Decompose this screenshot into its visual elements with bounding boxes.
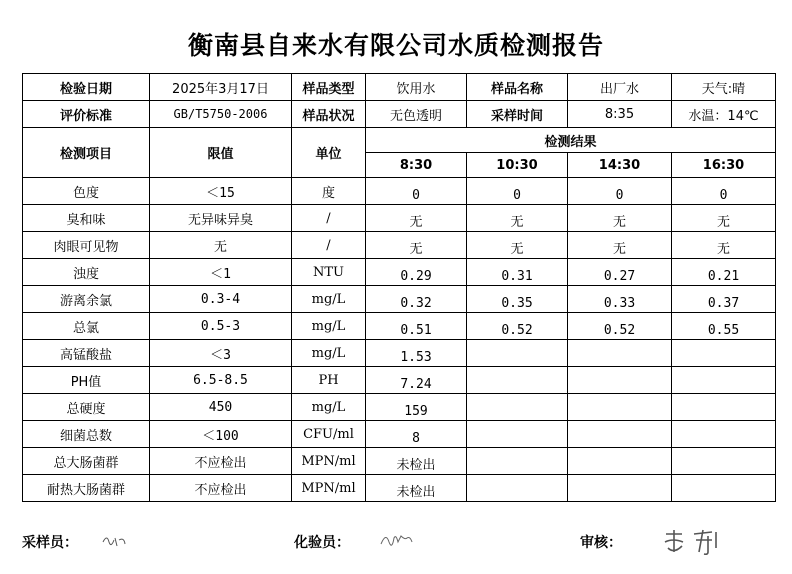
result-value bbox=[568, 421, 672, 448]
result-value: 0.29 bbox=[366, 259, 467, 286]
result-value bbox=[568, 448, 672, 475]
header-limit: 限值 bbox=[150, 128, 292, 178]
item-name: 细菌总数 bbox=[23, 421, 150, 448]
result-value bbox=[672, 475, 776, 502]
report-title: 衡南县自来水有限公司水质检测报告 bbox=[187, 31, 604, 60]
result-value: 0 bbox=[672, 178, 776, 205]
item-name: 游离余氯 bbox=[23, 286, 150, 313]
time-header: 8:30 bbox=[366, 153, 467, 178]
result-value: 0.51 bbox=[366, 313, 467, 340]
result-value bbox=[467, 367, 568, 394]
report-table bbox=[22, 73, 776, 502]
limit-value: ＜15 bbox=[150, 178, 292, 205]
reviewer-signature bbox=[660, 526, 722, 556]
result-value: 无 bbox=[568, 205, 672, 232]
result-value: 未检出 bbox=[366, 475, 467, 502]
info-value: 8:35 bbox=[568, 101, 672, 128]
limit-value: 450 bbox=[150, 394, 292, 421]
unit-value: MPN/ml bbox=[292, 448, 366, 475]
result-value bbox=[467, 394, 568, 421]
measurement-row bbox=[23, 367, 776, 394]
result-value bbox=[467, 448, 568, 475]
unit-value: mg/L bbox=[292, 394, 366, 421]
result-value: 未检出 bbox=[366, 448, 467, 475]
measurement-row bbox=[23, 394, 776, 421]
result-value: 8 bbox=[366, 421, 467, 448]
unit-value: / bbox=[292, 205, 366, 232]
measurement-row bbox=[23, 205, 776, 232]
info-value: 无色透明 bbox=[366, 101, 467, 128]
item-name: 总大肠菌群 bbox=[23, 448, 150, 475]
result-value: 0.37 bbox=[672, 286, 776, 313]
info-extra: 水温：14℃ bbox=[672, 101, 776, 128]
measurement-row bbox=[23, 340, 776, 367]
header-row bbox=[23, 128, 776, 153]
result-value bbox=[467, 421, 568, 448]
result-value: 0.21 bbox=[672, 259, 776, 286]
unit-value: mg/L bbox=[292, 340, 366, 367]
limit-value: 0.5-3 bbox=[150, 313, 292, 340]
info-label: 样品名称 bbox=[467, 74, 568, 101]
result-value bbox=[467, 475, 568, 502]
result-value bbox=[672, 421, 776, 448]
result-value: 0 bbox=[467, 178, 568, 205]
header-item: 检测项目 bbox=[23, 128, 150, 178]
result-value: 无 bbox=[672, 232, 776, 259]
measurement-row bbox=[23, 313, 776, 340]
item-name: 臭和味 bbox=[23, 205, 150, 232]
info-value: GB/T5750-2006 bbox=[150, 101, 292, 128]
item-name: 总硬度 bbox=[23, 394, 150, 421]
result-value: 无 bbox=[366, 232, 467, 259]
info-row bbox=[23, 101, 776, 128]
info-value: 2025年3月17日 bbox=[150, 74, 292, 101]
item-name: PH值 bbox=[23, 367, 150, 394]
info-row bbox=[23, 74, 776, 101]
result-value bbox=[672, 394, 776, 421]
result-value: 0 bbox=[568, 178, 672, 205]
sampler-signature bbox=[100, 530, 130, 550]
result-value: 0.31 bbox=[467, 259, 568, 286]
result-value: 0.32 bbox=[366, 286, 467, 313]
item-name: 浊度 bbox=[23, 259, 150, 286]
result-value: 无 bbox=[568, 232, 672, 259]
measurement-row bbox=[23, 421, 776, 448]
limit-value: ＜100 bbox=[150, 421, 292, 448]
result-value: 无 bbox=[672, 205, 776, 232]
info-extra: 天气:晴 bbox=[672, 74, 776, 101]
unit-value: / bbox=[292, 232, 366, 259]
measurement-row bbox=[23, 475, 776, 502]
result-value: 0.55 bbox=[672, 313, 776, 340]
unit-value: mg/L bbox=[292, 313, 366, 340]
item-name: 耐热大肠菌群 bbox=[23, 475, 150, 502]
result-value bbox=[672, 367, 776, 394]
measurement-row bbox=[23, 232, 776, 259]
report-table-body bbox=[23, 74, 776, 502]
result-value: 0.33 bbox=[568, 286, 672, 313]
time-header: 10:30 bbox=[467, 153, 568, 178]
result-value bbox=[568, 367, 672, 394]
limit-value: ＜3 bbox=[150, 340, 292, 367]
info-label: 样品类型 bbox=[292, 74, 366, 101]
result-value bbox=[568, 394, 672, 421]
result-value: 0.27 bbox=[568, 259, 672, 286]
unit-value: mg/L bbox=[292, 286, 366, 313]
time-header: 16:30 bbox=[672, 153, 776, 178]
result-value: 159 bbox=[366, 394, 467, 421]
result-value: 0.35 bbox=[467, 286, 568, 313]
result-value: 无 bbox=[467, 205, 568, 232]
reviewer-label: 审核： bbox=[580, 535, 622, 551]
info-label: 样品状况 bbox=[292, 101, 366, 128]
result-value: 1.53 bbox=[366, 340, 467, 367]
header-unit: 单位 bbox=[292, 128, 366, 178]
result-value: 0.52 bbox=[568, 313, 672, 340]
limit-value: ＜1 bbox=[150, 259, 292, 286]
info-label: 检验日期 bbox=[23, 74, 150, 101]
info-label: 评价标准 bbox=[23, 101, 150, 128]
header-results: 检测结果 bbox=[366, 128, 776, 153]
result-value bbox=[568, 340, 672, 367]
measurement-row bbox=[23, 178, 776, 205]
limit-value: 无 bbox=[150, 232, 292, 259]
result-value: 无 bbox=[366, 205, 467, 232]
info-value: 饮用水 bbox=[366, 74, 467, 101]
result-value bbox=[568, 475, 672, 502]
measurement-row bbox=[23, 259, 776, 286]
tester-signature bbox=[378, 530, 416, 552]
unit-value: CFU/ml bbox=[292, 421, 366, 448]
sampler-label: 采样员： bbox=[22, 535, 78, 551]
limit-value: 0.3-4 bbox=[150, 286, 292, 313]
time-header: 14:30 bbox=[568, 153, 672, 178]
result-value bbox=[672, 340, 776, 367]
item-name: 肉眼可见物 bbox=[23, 232, 150, 259]
unit-value: NTU bbox=[292, 259, 366, 286]
tester-label: 化验员： bbox=[294, 535, 350, 551]
limit-value: 6.5-8.5 bbox=[150, 367, 292, 394]
result-value: 无 bbox=[467, 232, 568, 259]
result-value bbox=[672, 448, 776, 475]
result-value bbox=[467, 340, 568, 367]
result-value: 0.52 bbox=[467, 313, 568, 340]
item-name: 色度 bbox=[23, 178, 150, 205]
measurement-row bbox=[23, 286, 776, 313]
item-name: 高锰酸盐 bbox=[23, 340, 150, 367]
info-label: 采样时间 bbox=[467, 101, 568, 128]
result-value: 0 bbox=[366, 178, 467, 205]
info-value: 出厂水 bbox=[568, 74, 672, 101]
result-value: 7.24 bbox=[366, 367, 467, 394]
item-name: 总氯 bbox=[23, 313, 150, 340]
measurement-row bbox=[23, 448, 776, 475]
unit-value: 度 bbox=[292, 178, 366, 205]
limit-value: 无异味异臭 bbox=[150, 205, 292, 232]
limit-value: 不应检出 bbox=[150, 448, 292, 475]
limit-value: 不应检出 bbox=[150, 475, 292, 502]
unit-value: MPN/ml bbox=[292, 475, 366, 502]
unit-value: PH bbox=[292, 367, 366, 394]
